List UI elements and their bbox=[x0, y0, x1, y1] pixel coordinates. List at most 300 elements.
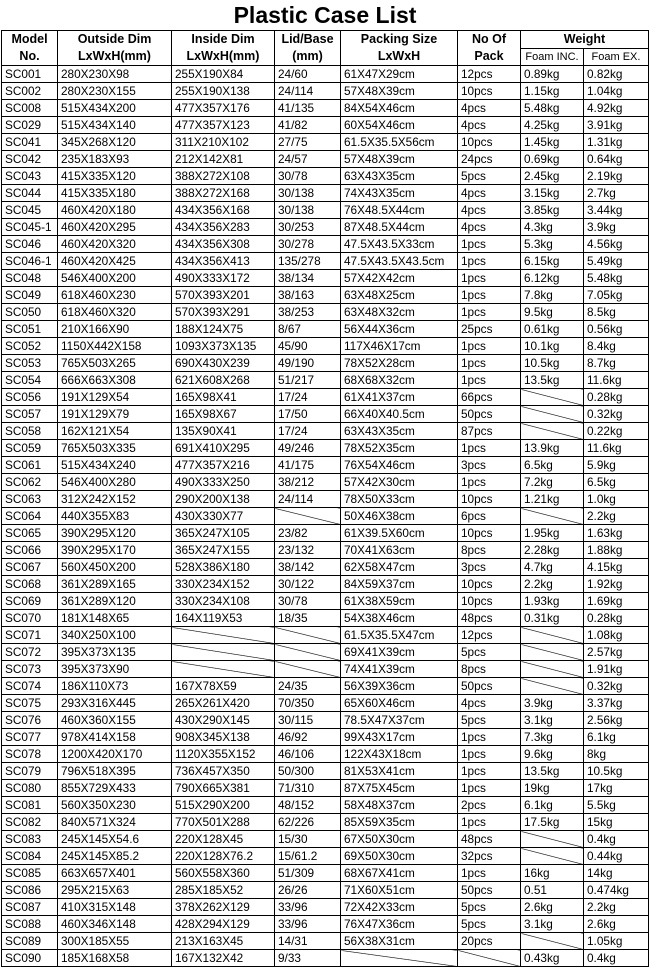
lid-base-cell: 135/278 bbox=[275, 253, 341, 270]
foam-inc-cell: 6.12kg bbox=[521, 270, 584, 287]
lid-base-cell: 38/134 bbox=[275, 270, 341, 287]
no-of-pack-cell: 5pcs bbox=[458, 644, 521, 661]
lid-base-cell: 30/138 bbox=[275, 185, 341, 202]
no-of-pack-cell: 10pcs bbox=[458, 134, 521, 151]
foam-ex-cell: 2.6kg bbox=[584, 916, 649, 933]
inside-dim-cell: 515X290X200 bbox=[172, 797, 275, 814]
table-row bbox=[2, 831, 649, 848]
packing-size-cell: 78X52X28cm bbox=[341, 355, 458, 372]
packing-size-cell: 60X54X46cm bbox=[341, 117, 458, 134]
model-cell: SC084 bbox=[2, 848, 58, 865]
lid-base-cell: 33/96 bbox=[275, 916, 341, 933]
lid-base-cell: 38/212 bbox=[275, 474, 341, 491]
outside-dim-cell: 666X663X308 bbox=[58, 372, 172, 389]
foam-inc-cell: 2.2kg bbox=[521, 576, 584, 593]
model-cell: SC001 bbox=[2, 66, 58, 83]
outside-dim-cell: 460X346X148 bbox=[58, 916, 172, 933]
model-cell: SC053 bbox=[2, 355, 58, 372]
no-of-pack-cell: 1pcs bbox=[458, 780, 521, 797]
foam-ex-cell: 4.56kg bbox=[584, 236, 649, 253]
lid-base-cell: 26/26 bbox=[275, 882, 341, 899]
foam-inc-cell bbox=[521, 661, 584, 678]
model-cell: SC086 bbox=[2, 882, 58, 899]
foam-ex-cell: 6.1kg bbox=[584, 729, 649, 746]
model-cell: SC089 bbox=[2, 933, 58, 950]
outside-dim-cell: 460X420X425 bbox=[58, 253, 172, 270]
foam-ex-cell: 14kg bbox=[584, 865, 649, 882]
inside-dim-cell: 365X247X105 bbox=[172, 525, 275, 542]
lid-base-cell: 30/122 bbox=[275, 576, 341, 593]
foam-ex-cell: 1.04kg bbox=[584, 83, 649, 100]
lid-base-cell: 48/152 bbox=[275, 797, 341, 814]
packing-size-cell: 84X59X37cm bbox=[341, 576, 458, 593]
table-row bbox=[2, 627, 649, 644]
no-of-pack-cell: 48pcs bbox=[458, 831, 521, 848]
header-model: Model No. bbox=[2, 31, 58, 66]
no-of-pack-cell: 1pcs bbox=[458, 474, 521, 491]
foam-inc-cell: 1.21kg bbox=[521, 491, 584, 508]
lid-base-cell bbox=[275, 661, 341, 678]
lid-base-cell: 38/163 bbox=[275, 287, 341, 304]
outside-dim-cell: 186X110X73 bbox=[58, 678, 172, 695]
table-row bbox=[2, 882, 649, 899]
inside-dim-cell: 212X142X81 bbox=[172, 151, 275, 168]
outside-dim-cell: 191X129X79 bbox=[58, 406, 172, 423]
outside-dim-cell: 293X316X445 bbox=[58, 695, 172, 712]
outside-dim-cell: 395X373X90 bbox=[58, 661, 172, 678]
lid-base-cell: 24/57 bbox=[275, 151, 341, 168]
packing-size-cell: 84X54X46cm bbox=[341, 100, 458, 117]
packing-size-cell: 71X60X51cm bbox=[341, 882, 458, 899]
foam-inc-cell: 5.3kg bbox=[521, 236, 584, 253]
packing-size-cell: 85X59X35cm bbox=[341, 814, 458, 831]
table-row bbox=[2, 525, 649, 542]
inside-dim-cell: 560X558X360 bbox=[172, 865, 275, 882]
table-row bbox=[2, 797, 649, 814]
table-row bbox=[2, 542, 649, 559]
foam-ex-cell: 0.474kg bbox=[584, 882, 649, 899]
inside-dim-cell: 428X294X129 bbox=[172, 916, 275, 933]
model-cell: SC065 bbox=[2, 525, 58, 542]
model-cell: SC080 bbox=[2, 780, 58, 797]
packing-size-cell: 47.5X43.5X33cm bbox=[341, 236, 458, 253]
outside-dim-cell: 390X295X120 bbox=[58, 525, 172, 542]
no-of-pack-cell: 4pcs bbox=[458, 100, 521, 117]
inside-dim-cell: 330X234X152 bbox=[172, 576, 275, 593]
lid-base-cell: 8/67 bbox=[275, 321, 341, 338]
packing-size-cell: 122X43X18cm bbox=[341, 746, 458, 763]
no-of-pack-cell: 1pcs bbox=[458, 338, 521, 355]
table-row bbox=[2, 474, 649, 491]
plastic-case-table bbox=[1, 30, 649, 967]
foam-ex-cell: 6.5kg bbox=[584, 474, 649, 491]
foam-inc-cell bbox=[521, 389, 584, 406]
lid-base-cell: 41/175 bbox=[275, 457, 341, 474]
inside-dim-cell: 311X210X102 bbox=[172, 134, 275, 151]
inside-dim-cell: 908X345X138 bbox=[172, 729, 275, 746]
lid-base-cell: 17/24 bbox=[275, 389, 341, 406]
foam-inc-cell bbox=[521, 406, 584, 423]
outside-dim-cell: 978X414X158 bbox=[58, 729, 172, 746]
inside-dim-cell: 430X290X145 bbox=[172, 712, 275, 729]
table-row bbox=[2, 423, 649, 440]
foam-inc-cell: 4.25kg bbox=[521, 117, 584, 134]
foam-ex-cell: 8.5kg bbox=[584, 304, 649, 321]
foam-ex-cell: 2.19kg bbox=[584, 168, 649, 185]
outside-dim-cell: 361X289X120 bbox=[58, 593, 172, 610]
packing-size-cell: 87X75X45cm bbox=[341, 780, 458, 797]
foam-inc-cell: 0.31kg bbox=[521, 610, 584, 627]
model-cell: SC059 bbox=[2, 440, 58, 457]
no-of-pack-cell: 1pcs bbox=[458, 253, 521, 270]
inside-dim-cell: 736X457X350 bbox=[172, 763, 275, 780]
no-of-pack-cell: 1pcs bbox=[458, 763, 521, 780]
no-of-pack-cell: 87pcs bbox=[458, 423, 521, 440]
foam-inc-cell: 7.3kg bbox=[521, 729, 584, 746]
model-cell: SC050 bbox=[2, 304, 58, 321]
foam-ex-cell: 3.37kg bbox=[584, 695, 649, 712]
packing-size-cell: 61X41X37cm bbox=[341, 389, 458, 406]
foam-inc-cell: 0.89kg bbox=[521, 66, 584, 83]
no-of-pack-cell: 1pcs bbox=[458, 440, 521, 457]
foam-inc-cell: 3.15kg bbox=[521, 185, 584, 202]
table-row bbox=[2, 695, 649, 712]
inside-dim-cell: 255X190X138 bbox=[172, 83, 275, 100]
outside-dim-cell: 415X335X120 bbox=[58, 168, 172, 185]
outside-dim-cell: 440X355X83 bbox=[58, 508, 172, 525]
table-row bbox=[2, 644, 649, 661]
outside-dim-cell: 840X571X324 bbox=[58, 814, 172, 831]
foam-inc-cell: 2.6kg bbox=[521, 899, 584, 916]
foam-ex-cell: 2.7kg bbox=[584, 185, 649, 202]
no-of-pack-cell: 50pcs bbox=[458, 882, 521, 899]
table-row bbox=[2, 593, 649, 610]
inside-dim-cell: 528X386X180 bbox=[172, 559, 275, 576]
inside-dim-cell: 477X357X216 bbox=[172, 457, 275, 474]
header-foam-inc: Foam INC. bbox=[521, 49, 584, 66]
inside-dim-cell: 290X200X138 bbox=[172, 491, 275, 508]
model-cell: SC079 bbox=[2, 763, 58, 780]
model-cell: SC054 bbox=[2, 372, 58, 389]
foam-ex-cell: 0.82kg bbox=[584, 66, 649, 83]
packing-size-cell: 61X38X59cm bbox=[341, 593, 458, 610]
foam-ex-cell: 8.7kg bbox=[584, 355, 649, 372]
foam-ex-cell: 5.5kg bbox=[584, 797, 649, 814]
foam-inc-cell: 4.3kg bbox=[521, 219, 584, 236]
outside-dim-cell: 245X145X54.6 bbox=[58, 831, 172, 848]
foam-inc-cell bbox=[521, 831, 584, 848]
model-cell: SC061 bbox=[2, 457, 58, 474]
outside-dim-cell: 410X315X148 bbox=[58, 899, 172, 916]
table-row bbox=[2, 746, 649, 763]
table-row bbox=[2, 270, 649, 287]
outside-dim-cell: 618X460X230 bbox=[58, 287, 172, 304]
lid-base-cell: 17/24 bbox=[275, 423, 341, 440]
model-cell: SC056 bbox=[2, 389, 58, 406]
no-of-pack-cell: 12pcs bbox=[458, 66, 521, 83]
inside-dim-cell: 477X357X123 bbox=[172, 117, 275, 134]
model-cell: SC041 bbox=[2, 134, 58, 151]
outside-dim-cell: 855X729X433 bbox=[58, 780, 172, 797]
outside-dim-cell: 460X360X155 bbox=[58, 712, 172, 729]
no-of-pack-cell: 5pcs bbox=[458, 168, 521, 185]
inside-dim-cell: 570X393X291 bbox=[172, 304, 275, 321]
table-row bbox=[2, 202, 649, 219]
lid-base-cell bbox=[275, 644, 341, 661]
packing-size-cell: 65X60X46cm bbox=[341, 695, 458, 712]
table-row bbox=[2, 916, 649, 933]
no-of-pack-cell: 4pcs bbox=[458, 202, 521, 219]
inside-dim-cell: 378X262X129 bbox=[172, 899, 275, 916]
no-of-pack-cell: 32pcs bbox=[458, 848, 521, 865]
outside-dim-cell: 280X230X98 bbox=[58, 66, 172, 83]
no-of-pack-cell: 1pcs bbox=[458, 865, 521, 882]
foam-inc-cell: 0.43kg bbox=[521, 950, 584, 967]
lid-base-cell: 49/246 bbox=[275, 440, 341, 457]
no-of-pack-cell: 1pcs bbox=[458, 746, 521, 763]
lid-base-cell: 24/114 bbox=[275, 83, 341, 100]
table-row bbox=[2, 66, 649, 83]
lid-base-cell: 38/253 bbox=[275, 304, 341, 321]
inside-dim-cell: 570X393X201 bbox=[172, 287, 275, 304]
packing-size-cell: 70X41X63cm bbox=[341, 542, 458, 559]
table-row bbox=[2, 304, 649, 321]
model-cell: SC008 bbox=[2, 100, 58, 117]
packing-size-cell: 56X44X36cm bbox=[341, 321, 458, 338]
table-row bbox=[2, 389, 649, 406]
foam-ex-cell: 0.32kg bbox=[584, 406, 649, 423]
foam-inc-cell: 2.28kg bbox=[521, 542, 584, 559]
table-row bbox=[2, 168, 649, 185]
foam-ex-cell: 0.44kg bbox=[584, 848, 649, 865]
foam-ex-cell: 0.56kg bbox=[584, 321, 649, 338]
foam-ex-cell: 0.4kg bbox=[584, 831, 649, 848]
packing-size-cell: 62X58X47cm bbox=[341, 559, 458, 576]
outside-dim-cell: 340X250X100 bbox=[58, 627, 172, 644]
no-of-pack-cell: 5pcs bbox=[458, 712, 521, 729]
foam-ex-cell: 0.32kg bbox=[584, 678, 649, 695]
foam-inc-cell: 0.69kg bbox=[521, 151, 584, 168]
table-row bbox=[2, 899, 649, 916]
foam-ex-cell: 17kg bbox=[584, 780, 649, 797]
packing-size-cell: 87X48.5X44cm bbox=[341, 219, 458, 236]
table-row bbox=[2, 661, 649, 678]
foam-inc-cell: 10.1kg bbox=[521, 338, 584, 355]
outside-dim-cell: 618X460X320 bbox=[58, 304, 172, 321]
no-of-pack-cell: 10pcs bbox=[458, 593, 521, 610]
outside-dim-cell: 361X289X165 bbox=[58, 576, 172, 593]
lid-base-cell: 30/253 bbox=[275, 219, 341, 236]
table-row bbox=[2, 729, 649, 746]
outside-dim-cell: 546X400X280 bbox=[58, 474, 172, 491]
outside-dim-cell: 191X129X54 bbox=[58, 389, 172, 406]
foam-inc-cell: 3.1kg bbox=[521, 712, 584, 729]
model-cell: SC046 bbox=[2, 236, 58, 253]
foam-inc-cell: 13.5kg bbox=[521, 763, 584, 780]
outside-dim-cell: 765X503X335 bbox=[58, 440, 172, 457]
table-row bbox=[2, 134, 649, 151]
inside-dim-cell: 165X98X67 bbox=[172, 406, 275, 423]
no-of-pack-cell: 24pcs bbox=[458, 151, 521, 168]
foam-inc-cell bbox=[521, 508, 584, 525]
foam-inc-cell: 1.45kg bbox=[521, 134, 584, 151]
foam-inc-cell bbox=[521, 678, 584, 695]
foam-inc-cell: 5.48kg bbox=[521, 100, 584, 117]
model-cell: SC062 bbox=[2, 474, 58, 491]
foam-inc-cell: 7.2kg bbox=[521, 474, 584, 491]
inside-dim-cell: 388X272X168 bbox=[172, 185, 275, 202]
foam-inc-cell: 9.6kg bbox=[521, 746, 584, 763]
inside-dim-cell: 434X356X413 bbox=[172, 253, 275, 270]
inside-dim-cell: 770X501X288 bbox=[172, 814, 275, 831]
outside-dim-cell: 235X183X93 bbox=[58, 151, 172, 168]
table-row bbox=[2, 848, 649, 865]
model-cell: SC090 bbox=[2, 950, 58, 967]
no-of-pack-cell: 48pcs bbox=[458, 610, 521, 627]
table-row bbox=[2, 236, 649, 253]
foam-inc-cell: 1.93kg bbox=[521, 593, 584, 610]
outside-dim-cell: 1150X442X158 bbox=[58, 338, 172, 355]
page-title: Plastic Case List bbox=[233, 2, 417, 28]
model-cell: SC051 bbox=[2, 321, 58, 338]
lid-base-cell: 38/142 bbox=[275, 559, 341, 576]
inside-dim-cell: 220X128X45 bbox=[172, 831, 275, 848]
packing-size-cell: 69X41X39cm bbox=[341, 644, 458, 661]
foam-ex-cell: 15kg bbox=[584, 814, 649, 831]
packing-size-cell: 61.5X35.5X56cm bbox=[341, 134, 458, 151]
lid-base-cell: 71/310 bbox=[275, 780, 341, 797]
foam-inc-cell: 6.5kg bbox=[521, 457, 584, 474]
model-cell: SC083 bbox=[2, 831, 58, 848]
table-row bbox=[2, 338, 649, 355]
model-cell: SC075 bbox=[2, 695, 58, 712]
inside-dim-cell: 434X356X283 bbox=[172, 219, 275, 236]
foam-inc-cell: 3.1kg bbox=[521, 916, 584, 933]
no-of-pack-cell bbox=[458, 950, 521, 967]
lid-base-cell: 23/132 bbox=[275, 542, 341, 559]
model-cell: SC071 bbox=[2, 627, 58, 644]
table-row bbox=[2, 151, 649, 168]
model-cell: SC068 bbox=[2, 576, 58, 593]
lid-base-cell: 24/35 bbox=[275, 678, 341, 695]
inside-dim-cell: 167X78X59 bbox=[172, 678, 275, 695]
table-row bbox=[2, 933, 649, 950]
table-row bbox=[2, 865, 649, 882]
foam-inc-cell: 13.9kg bbox=[521, 440, 584, 457]
lid-base-cell: 70/350 bbox=[275, 695, 341, 712]
lid-base-cell: 30/78 bbox=[275, 593, 341, 610]
no-of-pack-cell: 25pcs bbox=[458, 321, 521, 338]
outside-dim-cell: 415X335X180 bbox=[58, 185, 172, 202]
lid-base-cell: 15/61.2 bbox=[275, 848, 341, 865]
packing-size-cell: 63X48X32cm bbox=[341, 304, 458, 321]
outside-dim-cell: 560X350X230 bbox=[58, 797, 172, 814]
packing-size-cell: 78X52X35cm bbox=[341, 440, 458, 457]
model-cell: SC042 bbox=[2, 151, 58, 168]
model-cell: SC048 bbox=[2, 270, 58, 287]
inside-dim-cell: 188X124X75 bbox=[172, 321, 275, 338]
packing-size-cell: 47.5X43.5X43.5cm bbox=[341, 253, 458, 270]
foam-inc-cell: 1.15kg bbox=[521, 83, 584, 100]
foam-ex-cell: 8kg bbox=[584, 746, 649, 763]
foam-inc-cell bbox=[521, 848, 584, 865]
foam-ex-cell: 8.4kg bbox=[584, 338, 649, 355]
packing-size-cell: 61.5X35.5X47cm bbox=[341, 627, 458, 644]
packing-size-cell: 69X50X30cm bbox=[341, 848, 458, 865]
header-foam-ex: Foam EX. bbox=[584, 49, 649, 66]
model-cell: SC052 bbox=[2, 338, 58, 355]
foam-ex-cell: 5.9kg bbox=[584, 457, 649, 474]
no-of-pack-cell: 3pcs bbox=[458, 559, 521, 576]
packing-size-cell: 63X43X35cm bbox=[341, 168, 458, 185]
packing-size-cell: 68X68X32cm bbox=[341, 372, 458, 389]
foam-ex-cell: 3.9kg bbox=[584, 219, 649, 236]
no-of-pack-cell: 10pcs bbox=[458, 576, 521, 593]
model-cell: SC067 bbox=[2, 559, 58, 576]
no-of-pack-cell: 1pcs bbox=[458, 304, 521, 321]
model-cell: SC045-1 bbox=[2, 219, 58, 236]
table-row bbox=[2, 372, 649, 389]
inside-dim-cell: 430X330X77 bbox=[172, 508, 275, 525]
inside-dim-cell: 213X163X45 bbox=[172, 933, 275, 950]
no-of-pack-cell: 10pcs bbox=[458, 491, 521, 508]
lid-base-cell: 50/300 bbox=[275, 763, 341, 780]
foam-inc-cell: 4.7kg bbox=[521, 559, 584, 576]
inside-dim-cell: 1120X355X152 bbox=[172, 746, 275, 763]
no-of-pack-cell: 8pcs bbox=[458, 661, 521, 678]
model-cell: SC088 bbox=[2, 916, 58, 933]
no-of-pack-cell: 1pcs bbox=[458, 814, 521, 831]
inside-dim-cell: 330X234X108 bbox=[172, 593, 275, 610]
lid-base-cell: 24/60 bbox=[275, 66, 341, 83]
foam-inc-cell: 2.45kg bbox=[521, 168, 584, 185]
table-row bbox=[2, 576, 649, 593]
outside-dim-cell: 395X373X135 bbox=[58, 644, 172, 661]
foam-ex-cell: 0.28kg bbox=[584, 389, 649, 406]
foam-ex-cell: 10.5kg bbox=[584, 763, 649, 780]
table-row bbox=[2, 406, 649, 423]
no-of-pack-cell: 10pcs bbox=[458, 525, 521, 542]
foam-inc-cell: 6.15kg bbox=[521, 253, 584, 270]
table-row bbox=[2, 253, 649, 270]
foam-inc-cell bbox=[521, 423, 584, 440]
model-cell: SC085 bbox=[2, 865, 58, 882]
no-of-pack-cell: 3pcs bbox=[458, 457, 521, 474]
foam-ex-cell: 1.88kg bbox=[584, 542, 649, 559]
table-row bbox=[2, 508, 649, 525]
no-of-pack-cell: 50pcs bbox=[458, 678, 521, 695]
inside-dim-cell: 220X128X76.2 bbox=[172, 848, 275, 865]
lid-base-cell: 23/82 bbox=[275, 525, 341, 542]
foam-ex-cell: 0.28kg bbox=[584, 610, 649, 627]
lid-base-cell: 27/75 bbox=[275, 134, 341, 151]
outside-dim-cell: 460X420X320 bbox=[58, 236, 172, 253]
inside-dim-cell: 388X272X108 bbox=[172, 168, 275, 185]
inside-dim-cell bbox=[172, 644, 275, 661]
packing-size-cell: 74X41X39cm bbox=[341, 661, 458, 678]
model-cell: SC072 bbox=[2, 644, 58, 661]
header-weight: Weight bbox=[521, 31, 649, 49]
table-row bbox=[2, 219, 649, 236]
header-packing-size: Packing Size LxWxH bbox=[341, 31, 458, 66]
model-cell: SC044 bbox=[2, 185, 58, 202]
lid-base-cell: 33/96 bbox=[275, 899, 341, 916]
foam-ex-cell: 11.6kg bbox=[584, 372, 649, 389]
lid-base-cell: 30/138 bbox=[275, 202, 341, 219]
model-cell: SC078 bbox=[2, 746, 58, 763]
lid-base-cell: 49/190 bbox=[275, 355, 341, 372]
foam-ex-cell: 2.2kg bbox=[584, 508, 649, 525]
